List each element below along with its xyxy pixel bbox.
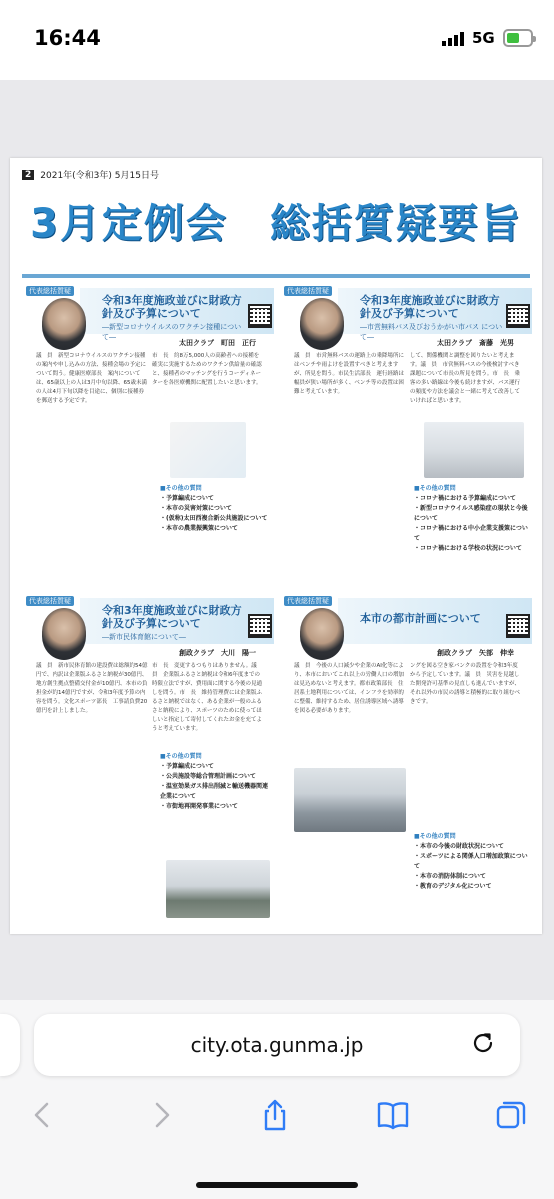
panel-subtitle: ―市営無料バス及びおうかがい市バス について― — [360, 323, 503, 341]
councilor-photo — [42, 608, 86, 660]
other-questions — [160, 484, 272, 534]
city-aerial-photo — [294, 768, 406, 832]
status-time: 16:44 — [34, 26, 101, 50]
panel-text-col2: 市 長 約8万5,000人の高齢者への接種を確実に実施するためのワクチン供給量の確認と、接種者のマッチングを行うコーディネーターを各医療機関に配置したいと思います。 — [152, 353, 262, 386]
councilor-name: 創政クラブ 矢部 伸幸 — [437, 649, 514, 657]
cellular-signal-icon — [442, 32, 466, 46]
title-rule — [22, 274, 530, 278]
qr-code-icon — [506, 304, 530, 328]
other-question-item: ・公共施設等総合管理計画について — [160, 773, 256, 780]
other-question-item: ・本市の消防体制について — [414, 873, 486, 880]
panel-tag: 代表総括質疑 — [284, 596, 332, 606]
other-question-item: ・教育のデジタル化について — [414, 883, 492, 890]
panel-title: 令和3年度施政並びに財政方針及び予算について — [102, 294, 242, 320]
other-questions-header: ■その他の質問 — [414, 485, 456, 492]
home-indicator[interactable] — [196, 1182, 358, 1188]
other-question-item: ・本市の災害対策について — [160, 505, 232, 512]
panel-text-col2: して、関係機関と調整を図りたいと考えます。議 員 市営無料バスの今後検討すべき課題について市長の所見を問う。市 長 乗客の多い路線は今後も続けますが、バス運行の頻度や方法を議会と一緒に考えて改善していければと思います。 — [410, 353, 521, 404]
councilor-name: 太田クラブ 斎藤 光男 — [437, 339, 514, 347]
other-questions-header: ■その他の質問 — [160, 485, 202, 492]
other-question-item: ・新型コロナウイルス感染症の現状と今後について — [414, 505, 528, 522]
councilor-photo — [300, 298, 344, 350]
page-header — [22, 168, 159, 181]
other-question-item: ・コロナ禍における中小企業支援策について — [414, 525, 528, 542]
councilor-photo — [300, 608, 344, 660]
previous-tab-pill[interactable] — [0, 1014, 20, 1076]
panel-text-col2: 市 長 変更するつもりはありません。議 員 企業版ふるさと納税は令和6年度までの時限立法ですが、費用面に関する今後の見通しを問う。市 長 維持管理費には企業版ふるさと納税ではなく、ある企業が一般のふるさと納税により、スポーツのために使ってほしいと指定して寄付してくれたお金を充てようと考えています。 — [152, 663, 263, 732]
panel-title: 令和3年度施政並びに財政方針及び予算について — [360, 294, 500, 320]
other-question-item: ・コロナ禍における学校の状況について — [414, 545, 522, 552]
share-icon[interactable] — [258, 1098, 292, 1132]
panel-tag: 代表総括質疑 — [26, 286, 74, 296]
network-type: 5G — [472, 29, 495, 47]
url-text[interactable]: city.ota.gunma.jp — [190, 1033, 364, 1057]
other-question-item: ・スポーツによる関係人口増加政策について — [414, 853, 528, 870]
other-questions — [414, 484, 528, 554]
question-panel-3 — [20, 592, 274, 928]
page-number: 2 — [22, 170, 34, 180]
panel-text-col1: 議 員 新市民体育館の建設費は総額約54億円で、内訳は企業版ふるさと納税が30億円、地方創生拠点整備交付金が10億円、本市の負担金が約14億円ですが、令和3年度予算の内容を問う。文化スポーツ部長 工事請負費20億円を計上しました。 — [36, 663, 148, 714]
other-question-item: ・予算編成について — [160, 495, 214, 502]
qr-code-icon — [248, 614, 272, 638]
councilor-photo — [42, 298, 86, 350]
other-question-item: ・コロナ禍における予算編成について — [414, 495, 516, 502]
bus-photo — [424, 422, 524, 478]
other-question-item: ・本市の農業振興策について — [160, 525, 238, 532]
panel-text-col1: 議 員 市営無料バスの運路上の乗降場所にはベンチや雨よけを設置すべきと考えますが、所見を問う。市民生活部長 運行経路は幅員が狭い場所が多く、ベンチ等の設置は困難と考えています。 — [294, 353, 405, 395]
other-questions — [414, 832, 528, 892]
qr-code-icon — [506, 614, 530, 638]
question-panel-4 — [278, 592, 532, 928]
newspaper-page[interactable] — [10, 158, 542, 934]
panel-tag: 代表総括質疑 — [284, 286, 332, 296]
panel-subtitle: ―新型コロナウイルスのワクチン接種について― — [102, 323, 242, 341]
other-questions — [160, 752, 272, 812]
other-questions-header: ■その他の質問 — [160, 753, 202, 760]
battery-icon — [503, 29, 533, 47]
forward-arrow-icon[interactable] — [144, 1098, 178, 1132]
other-question-item: ・本市の今後の財政状況について — [414, 843, 504, 850]
panel-title: 本市の都市計画について — [360, 612, 481, 625]
councilor-name: 創政クラブ 大川 陽一 — [179, 649, 256, 657]
tabs-icon[interactable] — [494, 1098, 528, 1132]
question-panel-2 — [278, 282, 532, 588]
back-arrow-icon[interactable] — [26, 1098, 60, 1132]
councilor-name: 太田クラブ 町田 正行 — [179, 339, 256, 347]
panel-title: 令和3年度施政並びに財政方針及び予算について — [102, 604, 242, 630]
other-question-item: ・予算編成について — [160, 763, 214, 770]
main-title: 3月定例会 総括質疑要旨 — [30, 201, 522, 247]
panel-text-col1: 議 員 今後の人口減少や企業のAI化等により、本市においてこれ以上の労働人口の増加は見込めないと考えます。都市政策部長 住居系土地利用については、インフラを効率的に整備、維持するため、居住誘導区域へ誘導を図る必要があります。 — [294, 663, 405, 714]
issue-date: 2021年(令和3年) 5月15日号 — [40, 171, 159, 181]
other-question-item: ・温室効果ガス排出削減と輸送機器関連企業について — [160, 783, 269, 800]
bookmarks-icon[interactable] — [376, 1098, 410, 1132]
other-questions-header: ■その他の質問 — [414, 833, 456, 840]
status-bar — [0, 0, 554, 80]
address-bar[interactable] — [34, 1014, 520, 1076]
panel-text-col1: 議 員 新型コロナウイルスのワクチン接種の案内や申し込みの方法、接種会場の予定について問う。健康医療部長 案内については、65歳以上の人は3月中旬以降、65歳未満の人は4月下旬以降を目途に、個別に接種券を郵送する予定です。 — [36, 353, 147, 404]
panel-text-col2: ングを図る空き家バンクの設置を令和3年度から予定しています。議 員 災害を見越した開発許可基準の見直しも進んでいますが、それ以外の市民の誘導と積極的に取り組むべきです。 — [410, 663, 521, 705]
reload-icon[interactable] — [470, 1030, 496, 1056]
panel-subtitle: ―新市民体育館について― — [102, 633, 186, 641]
question-panel-1 — [20, 282, 274, 588]
other-question-item: ・市街地再開発事業について — [160, 803, 238, 810]
other-question-item: ・(仮称)太田西複合新公共施設について — [160, 515, 268, 522]
park-photo — [166, 860, 270, 918]
panel-tag: 代表総括質疑 — [26, 596, 74, 606]
qr-code-icon — [248, 304, 272, 328]
vaccination-illustration — [170, 422, 246, 478]
